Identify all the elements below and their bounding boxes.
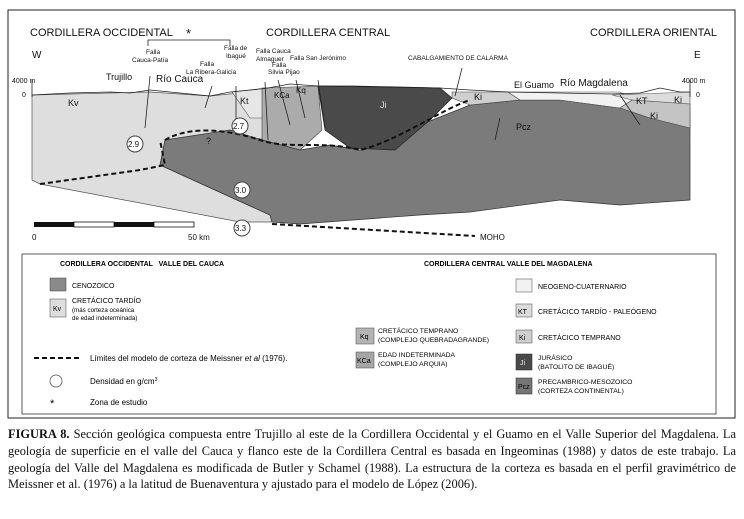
unit-label-ji: Ji	[380, 100, 387, 110]
legend-code-kv: Kv	[53, 306, 62, 313]
legend-text-kq-1: CRETÁCICO TEMPRANO	[378, 328, 459, 335]
legend-code-pcz: Pcz	[518, 384, 530, 391]
caption-label: FIGURA 8.	[8, 427, 70, 441]
scale-bar	[34, 222, 194, 227]
legend-code-kca: KCa	[357, 358, 371, 365]
fault-cauca-almaguer-1: Falla Cauca	[256, 48, 291, 55]
unit-label-ki-center: Ki	[474, 92, 483, 102]
legend-text-kv-2: (más corteza oceánica	[72, 307, 135, 314]
density-label-3: 3.0	[235, 186, 247, 195]
unit-label-kt: Kt	[240, 96, 249, 106]
legend-study-star: *	[50, 398, 55, 410]
legend-text-neogeno: NEOGENO-CUATERNARIO	[538, 284, 627, 291]
unit-label-question: ?	[206, 136, 212, 146]
label-west: W	[32, 50, 42, 61]
unit-label-ki-east-2: Ki	[650, 111, 659, 121]
legend-swatch-cenozoico	[50, 278, 66, 291]
legend-right-header: CORDILLERA CENTRAL VALLE DEL MAGDALENA	[424, 261, 593, 268]
legend-density-sup: 3	[154, 377, 158, 383]
legend-density-text	[90, 377, 158, 386]
fault-silvia-pijao-2: Silvia Pijao	[268, 69, 300, 76]
unit-label-pcz: Pcz	[516, 122, 532, 132]
fault-calarma: CABALGAMIENTO DE CALARMA	[408, 55, 508, 62]
legend-text-kt: CRETÁCICO TARDÍO - PALEÓGENO	[538, 309, 657, 316]
legend-text-kca-2: (COMPLEJO ARQUIA)	[378, 361, 448, 368]
label-east: E	[694, 50, 701, 61]
fault-san-jeronimo: Falla San Jerónimo	[290, 55, 346, 62]
elev-right-zero: 0	[696, 92, 700, 99]
place-el-guamo: El Guamo	[514, 80, 555, 90]
label-cordillera-occidental: CORDILLERA OCCIDENTAL	[30, 27, 173, 39]
place-rio-magdalena: Río Magdalena	[560, 78, 628, 89]
legend-left-header: CORDILLERA OCCIDENTAL VALLE DEL CAUCA	[60, 261, 225, 268]
legend-text-cenozoico: CENOZOICO	[72, 283, 115, 290]
legend-limit-text-em: et al	[244, 354, 260, 363]
legend-code-kt: KT	[518, 309, 527, 316]
figure-caption	[8, 426, 736, 493]
legend-text-pcz-2: (CORTEZA CONTINENTAL)	[538, 388, 624, 395]
fault-cauca-patia-2: Cauca-Patía	[132, 57, 169, 64]
label-cordillera-oriental: CORDILLERA ORIENTAL	[590, 27, 717, 39]
fault-silvia-pijao-1: Falla	[272, 62, 287, 69]
legend-text-ji-1: JURÁSICO	[538, 355, 573, 362]
place-trujillo: Trujillo	[106, 72, 133, 82]
fault-ribera-2: La Ribera-Galicia	[186, 69, 237, 76]
elev-left: 4000 m	[12, 78, 36, 85]
legend-text-pcz-1: PRECAMBRICO-MESOZOICO	[538, 379, 633, 386]
fault-ribera-1: Falla	[200, 61, 215, 68]
density-label-4: 3.3	[235, 224, 247, 233]
fault-ibague-1: Falla de	[224, 45, 248, 52]
legend-study-text: Zona de estudio	[90, 398, 148, 407]
legend-text-ki: CRETÁCICO TEMPRANO	[538, 335, 621, 342]
legend-swatch-neogeno	[516, 279, 532, 292]
density-label-2: 2.7	[233, 122, 245, 131]
legend-density-text-main: Densidad en g/cm	[90, 377, 155, 386]
legend-code-ki: Ki	[519, 335, 526, 342]
place-rio-cauca: Río Cauca	[156, 74, 204, 85]
legend-text-kq-2: (COMPLEJO QUEBRADAGRANDE)	[378, 337, 490, 344]
legend-text-ji-2: (BATOLITO DE IBAGUÉ)	[538, 364, 615, 371]
fault-cauca-almaguer-2: Almaguer	[256, 56, 284, 63]
legend-limit-text	[90, 354, 287, 363]
fault-cauca-patia-1: Falla	[146, 49, 161, 56]
study-zone-star: *	[186, 26, 192, 41]
legend-limit-text-post: (1976).	[259, 354, 288, 363]
moho-label: MOHO	[480, 233, 505, 242]
unit-label-kt-east: KT	[636, 96, 648, 106]
unit-label-kv: Kv	[68, 98, 79, 108]
legend-limit-text-pre: Límites del modelo de corteza de Meissner	[90, 354, 245, 363]
fault-ibague-2: Ibagué	[226, 53, 246, 60]
legend-text-kv-3: de edad indeterminada)	[72, 315, 138, 322]
elev-left-zero: 0	[22, 92, 26, 99]
caption-text: Sección geológica compuesta entre Trujillo al este de la Cordillera Occidental y el Guamo en el Valle Superior del Magdalena. La geología de superficie en el valle del Cauca y flanco este de la Cordillera Central es basada en Ingeominas (1988) y datos de este trabajo. La geología del Valle del Magdalena es modificada de Butler y Schamel (1988). La estructura de la corteza es basada en el perfil gravimétrico de Meissner et al. (1976) a la latitud de Buenaventura y ajustado para el modelo de López (2006).	[8, 427, 736, 492]
unit-label-ki-east: Ki	[674, 95, 683, 105]
legend-code-kq: Kq	[360, 334, 369, 341]
scale-start: 0	[32, 233, 37, 242]
label-cordillera-central: CORDILLERA CENTRAL	[266, 27, 391, 39]
legend-density-circle	[50, 375, 62, 387]
legend-text-kv-1: CRETÁCICO TARDÍO	[72, 298, 141, 305]
unit-label-kca: KCa	[274, 91, 290, 100]
legend-code-ji: Ji	[520, 360, 526, 367]
elev-right: 4000 m	[682, 78, 706, 85]
density-label-1: 2.9	[128, 140, 140, 149]
unit-label-kq: Kq	[296, 86, 306, 95]
legend-text-kca-1: EDAD INDETERMINADA	[378, 352, 456, 359]
scale-end: 50 km	[188, 233, 210, 242]
